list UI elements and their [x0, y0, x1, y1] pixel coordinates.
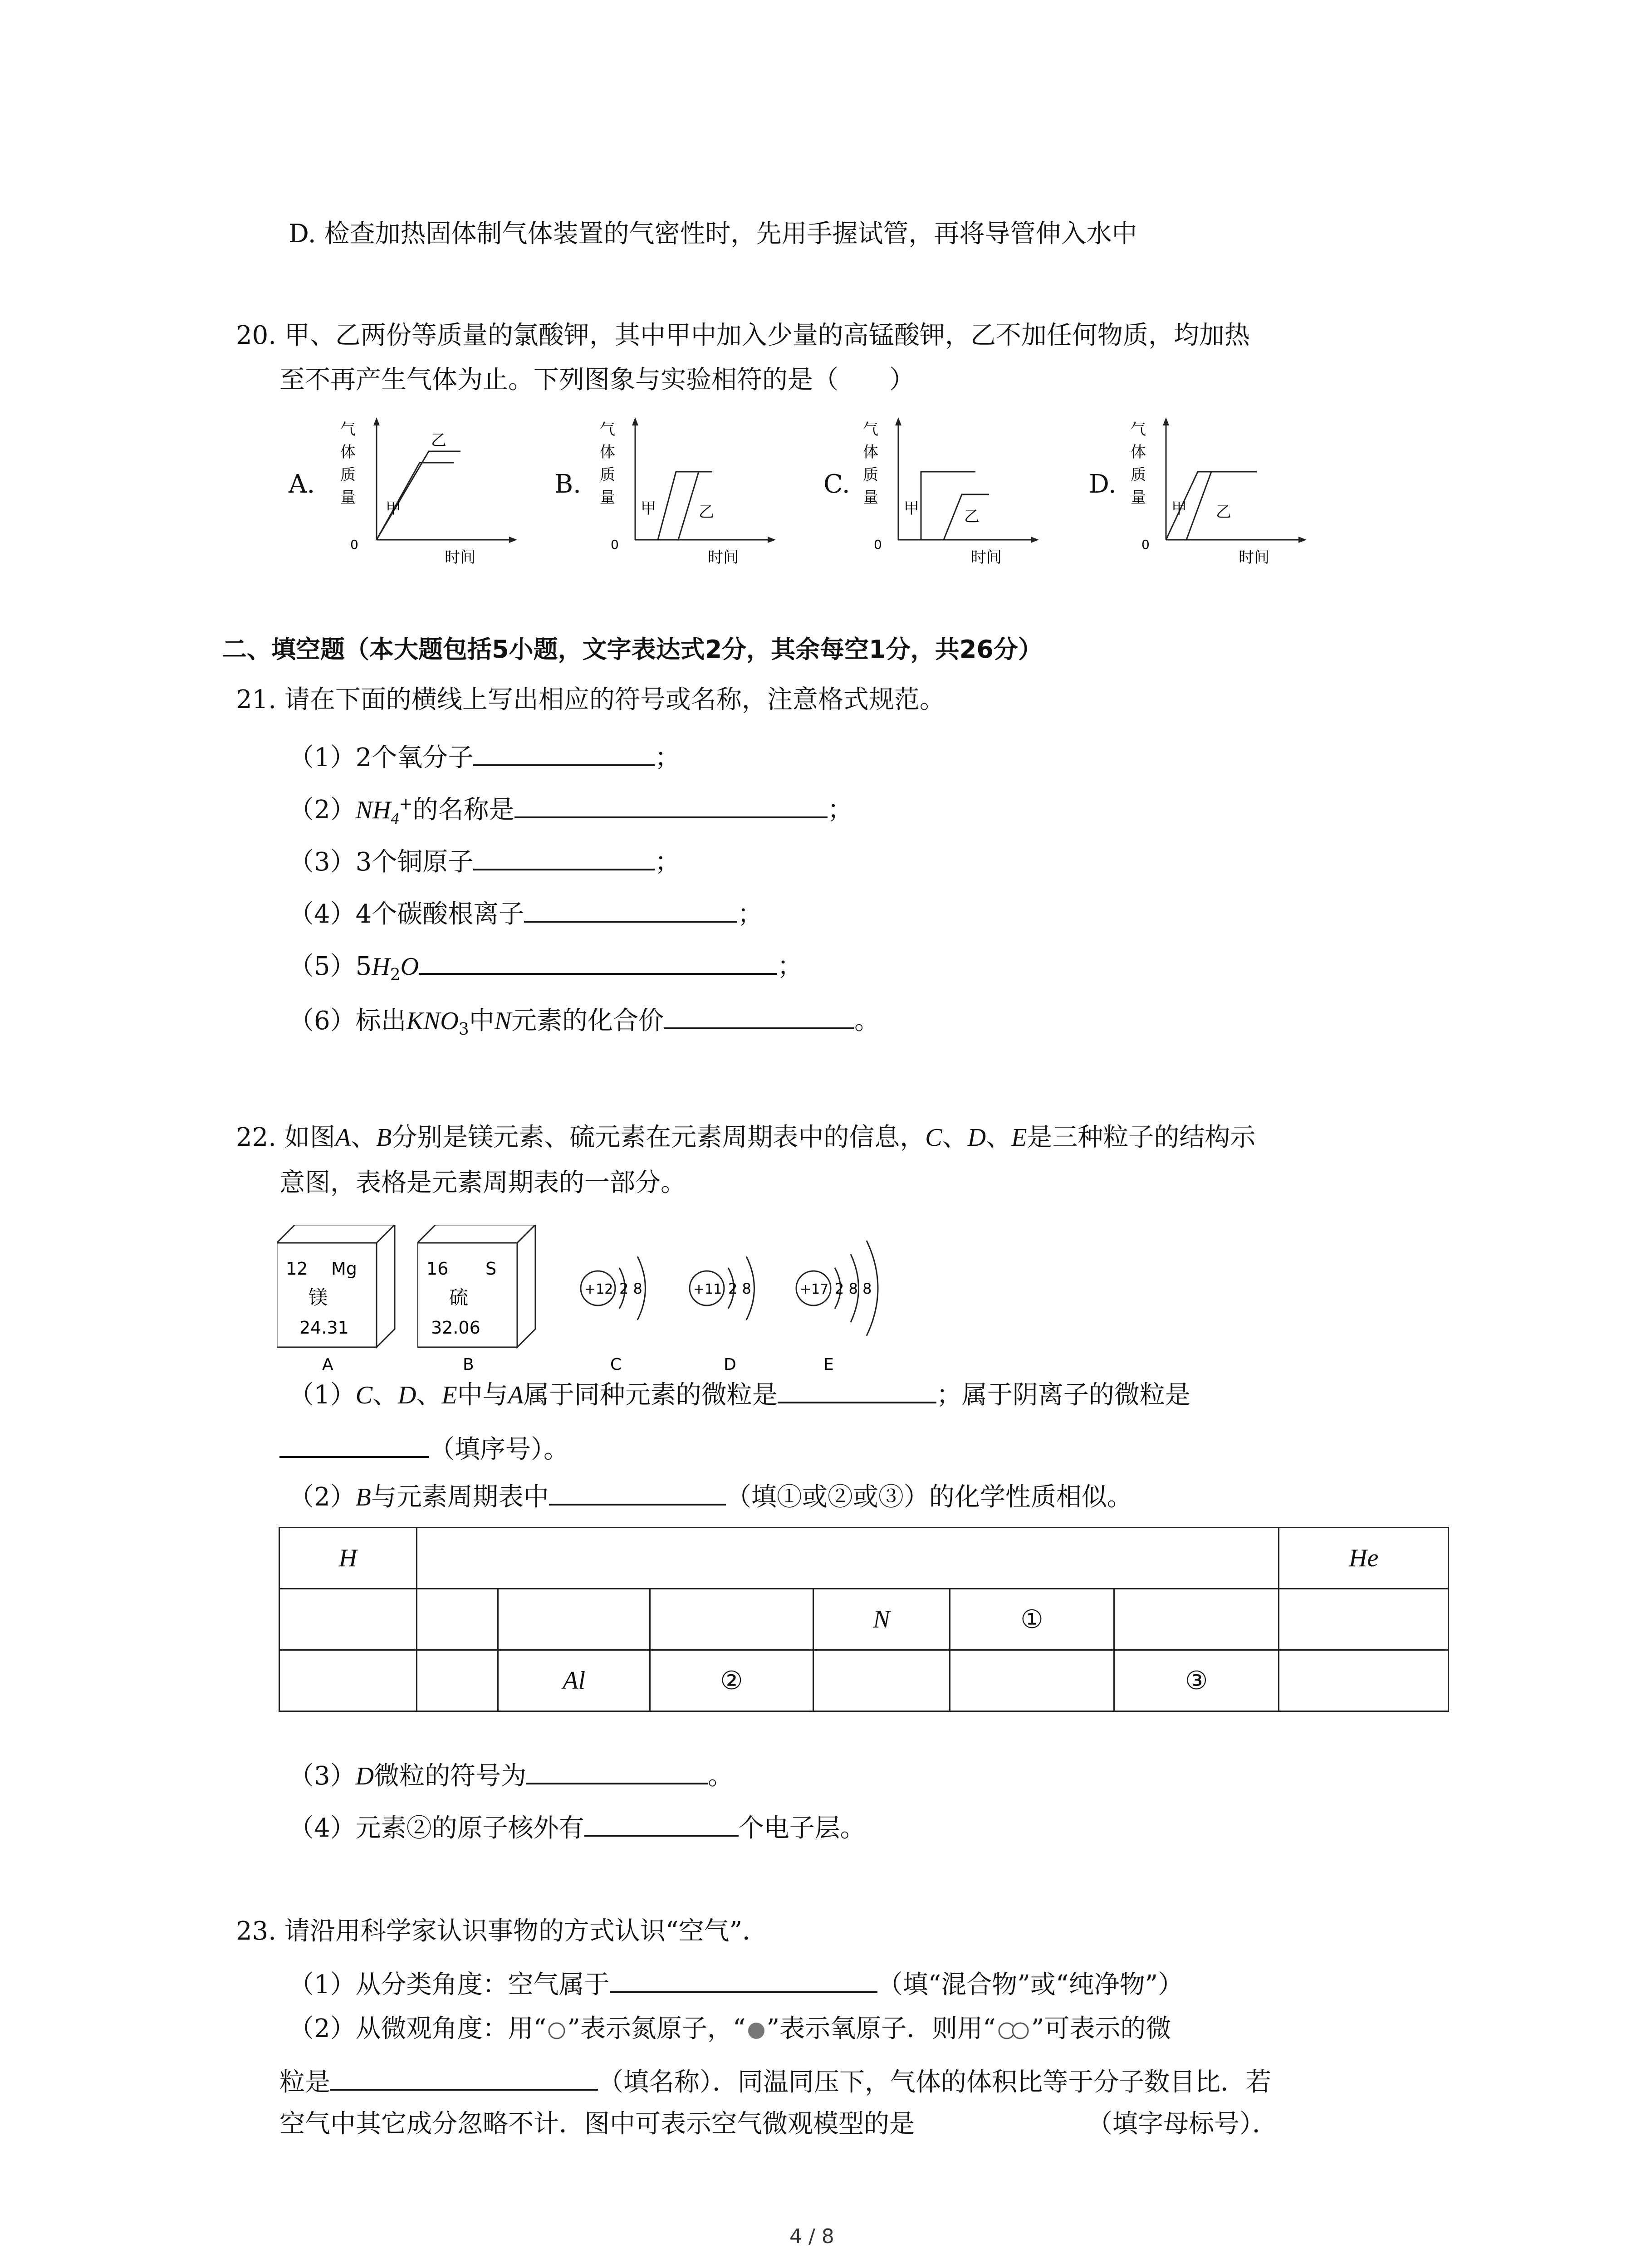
q20-line1: 20. 甲、乙两份等质量的氯酸钾，其中甲中加入少量的高锰酸钾，乙不加任何物质，均加热 — [236, 321, 1250, 350]
pt-cell — [416, 1589, 498, 1650]
q21-blank1[interactable] — [473, 742, 655, 766]
atom-d-shells: 2 8 — [728, 1280, 751, 1297]
q20-c-yi: 乙 — [964, 508, 980, 526]
q20-c-ylabel-2: 体 — [863, 443, 878, 461]
q20-option-b-label: B. — [554, 469, 581, 499]
pt-al: Al — [498, 1650, 650, 1711]
q20-b-ylabel-3: 质 — [600, 466, 615, 484]
q21-item6: （6）标出$KNO_3$中N元素的化合价 。 — [289, 1005, 880, 1038]
q20-a-ylabel-3: 质 — [340, 466, 356, 484]
nitrogen-molecule-icon — [996, 2020, 1031, 2041]
q22-element-cell-mg — [277, 1225, 404, 1374]
mg-name: 镁 — [309, 1286, 328, 1309]
atom-c-label: C — [610, 1355, 622, 1374]
atom-c-nucleus: +12 — [584, 1281, 613, 1297]
pt-gap — [416, 1528, 1279, 1589]
q20-option-a-label: A. — [289, 469, 315, 499]
q20-a-jia: 甲 — [386, 499, 401, 518]
q22-atom-d — [685, 1225, 776, 1374]
oxygen-atom-icon — [746, 2020, 767, 2041]
section2-title: 二、填空题（本大题包括5小题，文字表达式2分，其余每空1分，共26分） — [222, 635, 1043, 664]
atom-c-shells: 2 8 — [619, 1280, 642, 1297]
q21-blank5[interactable] — [419, 950, 777, 975]
pt-n: N — [813, 1589, 950, 1650]
s-label: B — [463, 1355, 474, 1374]
q22-sub3: （3）D微粒的符号为 。 — [289, 1760, 733, 1789]
mg-mass: 24.31 — [299, 1318, 349, 1338]
q21-blank3[interactable] — [473, 846, 655, 870]
q20-a-ylabel-2: 体 — [340, 443, 356, 461]
q22-sub4: （4）元素②的原子核外有 个电子层。 — [289, 1812, 866, 1841]
q19-option-d: D. 检查加热固体制气体装置的气密性时，先用手握试管，再将导管伸入水中 — [289, 219, 1137, 249]
q21-item1: （1）2个氧分子 ； — [289, 742, 680, 771]
pt-circle-3: ③ — [1114, 1650, 1279, 1711]
q20-a-yi: 乙 — [431, 431, 446, 450]
q21-blank4[interactable] — [524, 898, 737, 923]
pt-cell — [1279, 1589, 1449, 1650]
q20-c-ylabel-3: 质 — [863, 466, 878, 484]
q20-b-ylabel-2: 体 — [600, 443, 615, 461]
q20-b-ylabel-1: 气 — [600, 420, 615, 439]
q21-item5: $(5)5H_2O$ ； — [289, 950, 803, 983]
q21-item2: $(2)NH_4^+$的名称是 ； — [289, 794, 853, 826]
atom-d-label: D — [724, 1355, 736, 1374]
q22-atom-e — [792, 1216, 896, 1374]
page-number: 4 / 8 — [789, 2225, 834, 2248]
pt-cell — [650, 1589, 813, 1650]
pt-cell — [813, 1650, 950, 1711]
pt-cell — [950, 1650, 1114, 1711]
q20-b-ylabel-4: 量 — [600, 489, 615, 507]
q22-blank2[interactable] — [279, 1433, 429, 1458]
q20-graph-c — [853, 413, 1043, 576]
q20-a-ylabel-1: 气 — [340, 420, 356, 439]
q20-graph-b — [590, 413, 780, 576]
s-number: 16 — [426, 1259, 449, 1279]
q23-blank1[interactable] — [610, 1969, 877, 1993]
q23-sub1: （1）从分类角度：空气属于 （填“混合物”或“纯净物”） — [289, 1969, 1183, 1998]
nitrogen-atom-icon — [546, 2020, 567, 2041]
q20-option-c-label: C. — [823, 469, 850, 499]
q23-sub2-line3: 空气中其它成分忽略不计．图中可表示空气微观模型的是 （填字母标号）． — [279, 2109, 1278, 2139]
q20-c-ylabel-4: 量 — [863, 489, 878, 507]
q23-title: 23. 请沿用科学家认识事物的方式认识“空气”． — [236, 1916, 768, 1946]
q20-c-jia: 甲 — [904, 499, 919, 518]
q20-b-xlabel: 时间 — [708, 548, 739, 567]
q21-item4: （4）4个碳酸根离子 ； — [289, 898, 763, 927]
pt-circle-2: ② — [650, 1650, 813, 1711]
q23-blank2[interactable] — [330, 2066, 598, 2091]
q22-sub1-line1: （1）C、D、E中与A属于同种元素的微粒是 ；属于阴离子的微粒是 — [289, 1379, 1190, 1408]
pt-cell — [279, 1589, 417, 1650]
mg-number: 12 — [286, 1259, 308, 1279]
pt-circle-1: ① — [950, 1589, 1114, 1650]
pt-cell — [416, 1650, 498, 1711]
q20-b-origin: 0 — [611, 537, 619, 552]
q20-d-ylabel-1: 气 — [1131, 420, 1146, 439]
s-symbol: S — [485, 1259, 497, 1279]
q20-a-ylabel-4: 量 — [340, 489, 356, 507]
q20-c-ylabel-1: 气 — [863, 420, 878, 439]
q23-sub2-line1: （2）从微观角度：用“ ”表示氮原子，“ ”表示氧原子．则用“ ”可表示的微 — [289, 2014, 1171, 2043]
pt-cell — [279, 1650, 417, 1711]
q20-a-origin: 0 — [350, 537, 358, 552]
q20-c-xlabel: 时间 — [971, 548, 1002, 567]
pt-cell — [1114, 1589, 1279, 1650]
q20-b-jia: 甲 — [641, 499, 656, 518]
q20-d-yi: 乙 — [1216, 503, 1231, 521]
q20-d-xlabel: 时间 — [1239, 548, 1269, 567]
q20-graph-a — [327, 413, 517, 576]
q22-blank4[interactable] — [526, 1760, 708, 1784]
pt-h: H — [279, 1528, 417, 1589]
q22-line2: 意图，表格是元素周期表的一部分。 — [279, 1168, 686, 1198]
q20-line2: 至不再产生气体为止。下列图象与实验相符的是（ ） — [279, 365, 915, 395]
q20-d-origin: 0 — [1141, 537, 1150, 552]
s-name: 硫 — [449, 1286, 469, 1309]
mg-symbol: Mg — [331, 1259, 357, 1279]
q20-graph-d — [1121, 413, 1311, 576]
q21-blank6[interactable] — [664, 1005, 854, 1029]
q20-d-jia: 甲 — [1171, 499, 1187, 518]
atom-e-nucleus: +17 — [800, 1281, 829, 1297]
q21-title: 21. 请在下面的横线上写出相应的符号或名称，注意格式规范。 — [236, 685, 945, 714]
q20-option-d-label: D. — [1089, 469, 1117, 499]
q22-blank5[interactable] — [584, 1812, 739, 1837]
q20-c-origin: 0 — [874, 537, 882, 552]
periodic-table-fragment — [279, 1527, 1449, 1712]
q22-atom-c — [576, 1225, 667, 1374]
pt-he: He — [1279, 1528, 1449, 1589]
atom-d-nucleus: +11 — [693, 1281, 722, 1297]
atom-e-label: E — [823, 1355, 834, 1374]
q20-d-ylabel-2: 体 — [1131, 443, 1146, 461]
q22-blank3[interactable] — [549, 1481, 726, 1505]
q23-sub2-line2: 粒是 （填名称）．同温同压下，气体的体积比等于分子数目比．若 — [279, 2066, 1271, 2095]
q21-blank2[interactable] — [514, 794, 828, 818]
q20-d-ylabel-3: 质 — [1131, 466, 1146, 484]
q22-sub1-line2: （填序号）。 — [279, 1433, 569, 1462]
q20-b-yi: 乙 — [699, 503, 714, 521]
q22-line1: 22. 如图A、B分别是镁元素、硫元素在元素周期表中的信息，C、D、E是三种粒子的结构示 — [236, 1123, 1256, 1152]
q22-blank1[interactable] — [778, 1379, 936, 1403]
q22-element-cell-s — [417, 1225, 544, 1374]
pt-cell — [1279, 1650, 1449, 1711]
q20-d-ylabel-4: 量 — [1131, 489, 1146, 507]
mg-label: A — [322, 1355, 333, 1374]
s-mass: 32.06 — [431, 1318, 480, 1338]
atom-e-shells: 2 8 8 — [835, 1280, 872, 1297]
q20-a-xlabel: 时间 — [445, 548, 475, 567]
pt-cell — [498, 1589, 650, 1650]
q21-item3: （3）3个铜原子 ； — [289, 846, 680, 875]
q22-sub2: （2）B与元素周期表中 （填①或②或③）的化学性质相似。 — [289, 1481, 1132, 1510]
